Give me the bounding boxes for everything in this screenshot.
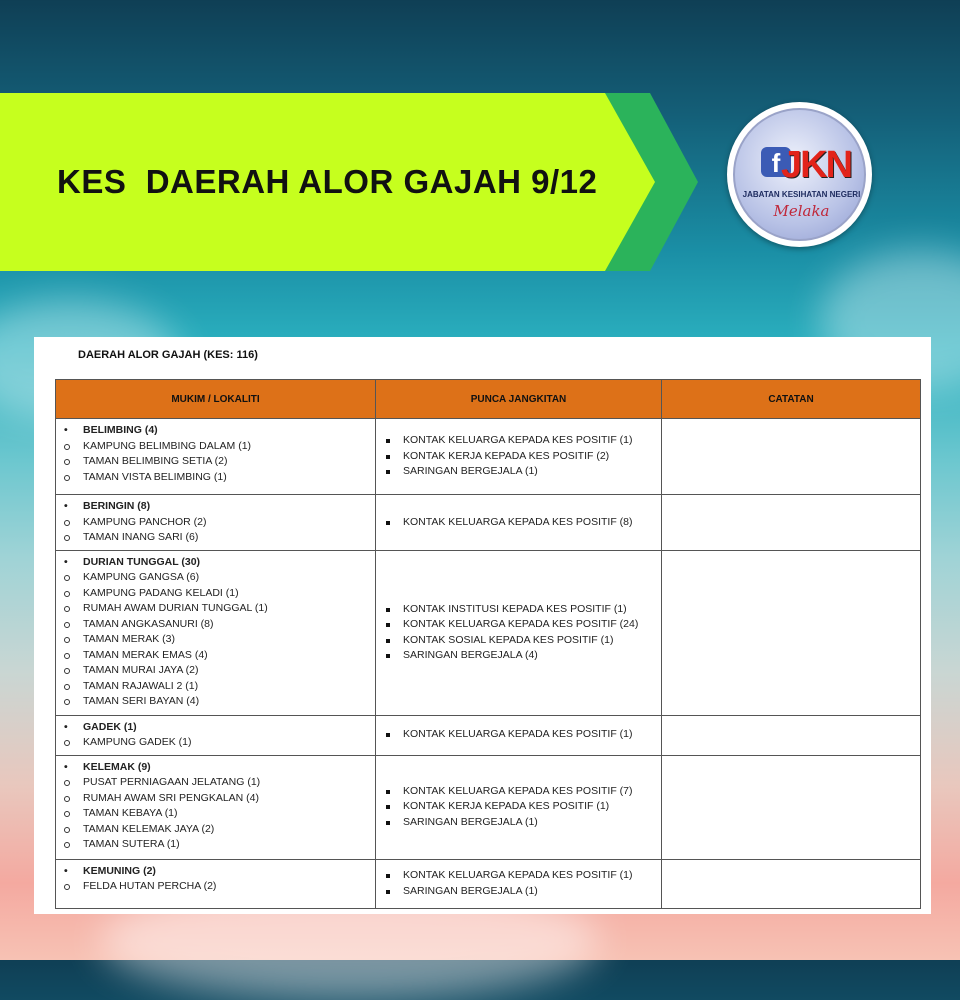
punca-item: KONTAK KELUARGA KEPADA KES POSITIF (7): [382, 784, 655, 800]
punca-cell: [376, 550, 662, 715]
lokaliti-item: TAMAN KELEMAK JAYA (2): [62, 822, 369, 838]
report-card: [34, 337, 931, 914]
table-row: [56, 859, 921, 908]
mukim-cell: [56, 715, 376, 755]
lokaliti-item: TAMAN SERI BAYAN (4): [62, 694, 369, 710]
lokaliti-item: RUMAH AWAM SRI PENGKALAN (4): [62, 791, 369, 807]
mukim-name: • GADEK (1): [62, 720, 369, 736]
lokaliti-item: TAMAN ANGKASANURI (8): [62, 617, 369, 633]
catatan-cell: [662, 550, 921, 715]
mukim-cell: [56, 550, 376, 715]
mukim-cell: [56, 495, 376, 551]
punca-cell: [376, 859, 662, 908]
punca-item: KONTAK KELUARGA KEPADA KES POSITIF (8): [382, 515, 655, 531]
lokaliti-item: KAMPUNG BELIMBING DALAM (1): [62, 439, 369, 455]
logo-text: JKN: [781, 144, 852, 186]
lokaliti-item: KAMPUNG GANGSA (6): [62, 570, 369, 586]
punca-item: KONTAK KELUARGA KEPADA KES POSITIF (1): [382, 727, 655, 743]
punca-item: KONTAK KELUARGA KEPADA KES POSITIF (24): [382, 617, 655, 633]
catatan-cell: [662, 859, 921, 908]
lokaliti-item: TAMAN VISTA BELIMBING (1): [62, 470, 369, 486]
cases-table: [55, 379, 921, 909]
district-title: DAERAH ALOR GAJAH (KES: 116): [78, 349, 258, 361]
logo-subtitle: JABATAN KESIHATAN NEGERI: [742, 190, 861, 199]
punca-item: KONTAK INSTITUSI KEPADA KES POSITIF (1): [382, 602, 655, 618]
table-row: [56, 550, 921, 715]
punca-cell: [376, 715, 662, 755]
punca-item: KONTAK KERJA KEPADA KES POSITIF (2): [382, 449, 655, 465]
mukim-cell: [56, 419, 376, 495]
lokaliti-item: KAMPUNG GADEK (1): [62, 735, 369, 751]
catatan-cell: [662, 419, 921, 495]
mukim-name: • BELIMBING (4): [62, 423, 369, 439]
lokaliti-item: TAMAN MERAK EMAS (4): [62, 648, 369, 664]
lokaliti-item: TAMAN INANG SARI (6): [62, 530, 369, 546]
mukim-name: • KELEMAK (9): [62, 760, 369, 776]
jkn-logo: [727, 102, 872, 247]
mukim-name: • BERINGIN (8): [62, 499, 369, 515]
header-catatan: CATATAN: [662, 380, 921, 419]
table-row: [56, 715, 921, 755]
mukim-cell: [56, 859, 376, 908]
table-header-row: [56, 380, 921, 419]
catatan-cell: [662, 495, 921, 551]
lokaliti-item: FELDA HUTAN PERCHA (2): [62, 879, 369, 895]
punca-item: SARINGAN BERGEJALA (1): [382, 815, 655, 831]
punca-item: SARINGAN BERGEJALA (4): [382, 648, 655, 664]
catatan-cell: [662, 715, 921, 755]
lokaliti-item: KAMPUNG PANCHOR (2): [62, 515, 369, 531]
header-punca: PUNCA JANGKITAN: [376, 380, 662, 419]
punca-cell: [376, 419, 662, 495]
punca-cell: [376, 495, 662, 551]
punca-item: KONTAK KERJA KEPADA KES POSITIF (1): [382, 799, 655, 815]
header-mukim: MUKIM / LOKALITI: [56, 380, 376, 419]
lokaliti-item: TAMAN MERAK (3): [62, 632, 369, 648]
punca-item: SARINGAN BERGEJALA (1): [382, 464, 655, 480]
logo-badge: [733, 108, 866, 241]
table-row: [56, 755, 921, 859]
table-row: [56, 495, 921, 551]
logo-script: Melaka: [773, 202, 830, 220]
lokaliti-item: KAMPUNG PADANG KELADI (1): [62, 586, 369, 602]
mukim-name: • KEMUNING (2): [62, 864, 369, 880]
punca-item: KONTAK KELUARGA KEPADA KES POSITIF (1): [382, 433, 655, 449]
mukim-name: • DURIAN TUNGGAL (30): [62, 555, 369, 571]
lokaliti-item: TAMAN MURAI JAYA (2): [62, 663, 369, 679]
lokaliti-item: TAMAN BELIMBING SETIA (2): [62, 454, 369, 470]
punca-cell: [376, 755, 662, 859]
catatan-cell: [662, 755, 921, 859]
mukim-cell: [56, 755, 376, 859]
punca-item: KONTAK SOSIAL KEPADA KES POSITIF (1): [382, 633, 655, 649]
lokaliti-item: TAMAN RAJAWALI 2 (1): [62, 679, 369, 695]
lokaliti-item: RUMAH AWAM DURIAN TUNGGAL (1): [62, 601, 369, 617]
facebook-icon: f: [761, 147, 791, 177]
punca-item: KONTAK KELUARGA KEPADA KES POSITIF (1): [382, 868, 655, 884]
lokaliti-item: PUSAT PERNIAGAAN JELATANG (1): [62, 775, 369, 791]
table-row: [56, 419, 921, 495]
banner-title: KES DAERAH ALOR GAJAH 9/12: [57, 163, 598, 200]
lokaliti-item: TAMAN SUTERA (1): [62, 837, 369, 853]
lokaliti-item: TAMAN KEBAYA (1): [62, 806, 369, 822]
punca-item: SARINGAN BERGEJALA (1): [382, 884, 655, 900]
